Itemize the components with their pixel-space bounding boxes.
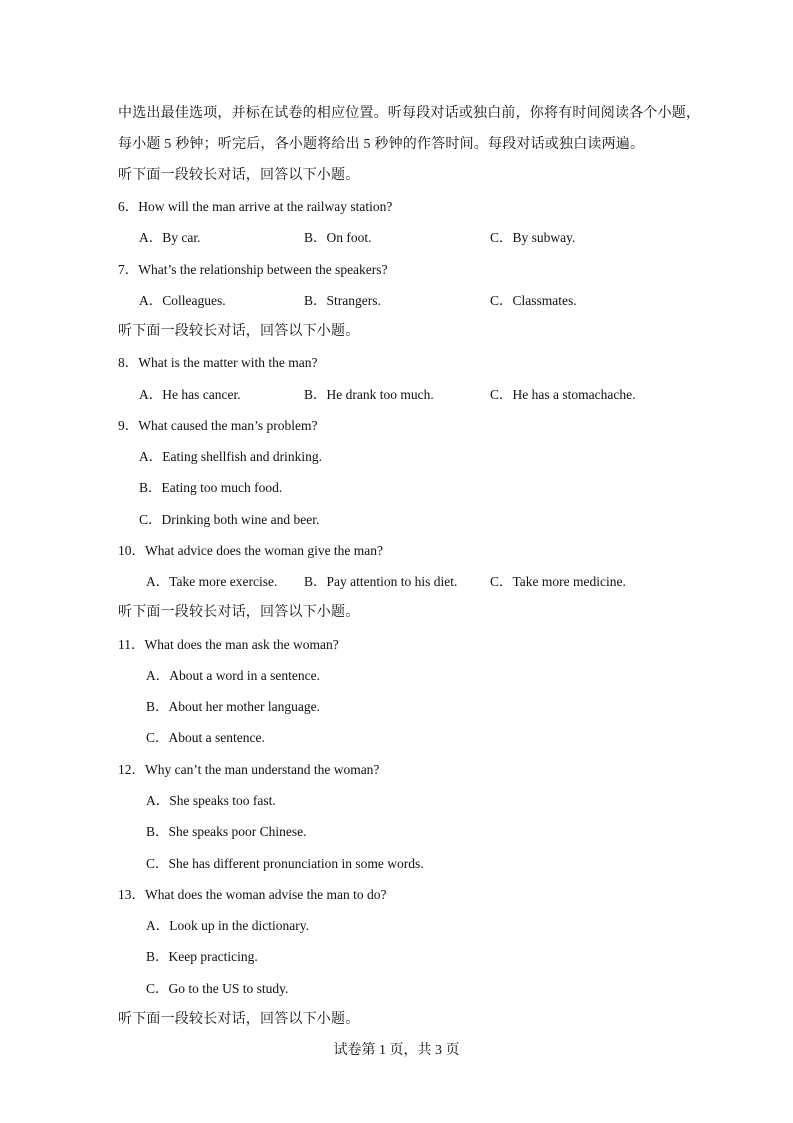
question-7-option-c: C．Classmates. <box>490 293 577 308</box>
question-9-stem: 9．What caused the man’s problem? <box>118 418 318 433</box>
question-10-option-a: A．Take more exercise. <box>146 574 278 589</box>
section-heading: 听下面一段较长对话，回答以下小题。 <box>118 605 360 620</box>
intro-line-2: 每小题 5 秒钟；听完后，各小题将给出 5 秒钟的作答时间。每段对话或独白读两遍。 <box>118 137 645 152</box>
question-6-option-a: A．By car. <box>139 230 201 245</box>
question-10-option-c: C．Take more medicine. <box>490 574 626 589</box>
question-13-stem: 13．What does the woman advise the man to do? <box>118 887 387 902</box>
question-13-option-c: C．Go to the US to study. <box>146 981 289 996</box>
intro-line-1: 中选出最佳选项，并标在试卷的相应位置。听每段对话或独白前，你将有时间阅读各个小题， <box>118 106 701 121</box>
question-6-option-b: B．On foot. <box>304 230 372 245</box>
question-6-stem: 6．How will the man arrive at the railway station? <box>118 199 393 214</box>
question-11-option-b: B．About her mother language. <box>146 699 320 714</box>
question-10-stem: 10．What advice does the woman give the man? <box>118 543 384 558</box>
question-10-option-b: B．Pay attention to his diet. <box>304 574 458 589</box>
question-11-option-c: C．About a sentence. <box>146 730 265 745</box>
question-12-option-b: B．She speaks poor Chinese. <box>146 824 307 839</box>
question-7-option-b: B．Strangers. <box>304 293 381 308</box>
section-heading: 听下面一段较长对话，回答以下小题。 <box>118 168 360 183</box>
question-7-stem: 7．What’s the relationship between the speakers? <box>118 262 388 277</box>
question-12-option-a: A．She speaks too fast. <box>146 793 276 808</box>
question-9-option-b: B．Eating too much food. <box>139 480 283 495</box>
question-11-option-a: A．About a word in a sentence. <box>146 668 320 683</box>
question-13-option-b: B．Keep practicing. <box>146 949 258 964</box>
question-12-option-c: C．She has different pronunciation in some words. <box>146 856 424 871</box>
question-13-option-a: A．Look up in the dictionary. <box>146 918 309 933</box>
question-8-stem: 8．What is the matter with the man? <box>118 355 318 370</box>
section-heading: 听下面一段较长对话，回答以下小题。 <box>118 324 360 339</box>
question-9-option-c: C．Drinking both wine and beer. <box>139 512 320 527</box>
question-8-option-a: A．He has cancer. <box>139 387 241 402</box>
question-11-stem: 11．What does the man ask the woman? <box>118 637 339 652</box>
question-8-option-c: C．He has a stomachache. <box>490 387 636 402</box>
question-8-option-b: B．He drank too much. <box>304 387 434 402</box>
question-6-option-c: C．By subway. <box>490 230 576 245</box>
question-9-option-a: A．Eating shellfish and drinking. <box>139 449 322 464</box>
question-12-stem: 12．Why can’t the man understand the woman? <box>118 762 380 777</box>
page-footer: 试卷第 1 页，共 3 页 <box>333 1043 460 1058</box>
section-heading: 听下面一段较长对话，回答以下小题。 <box>118 1012 360 1027</box>
question-7-option-a: A．Colleagues. <box>139 293 226 308</box>
